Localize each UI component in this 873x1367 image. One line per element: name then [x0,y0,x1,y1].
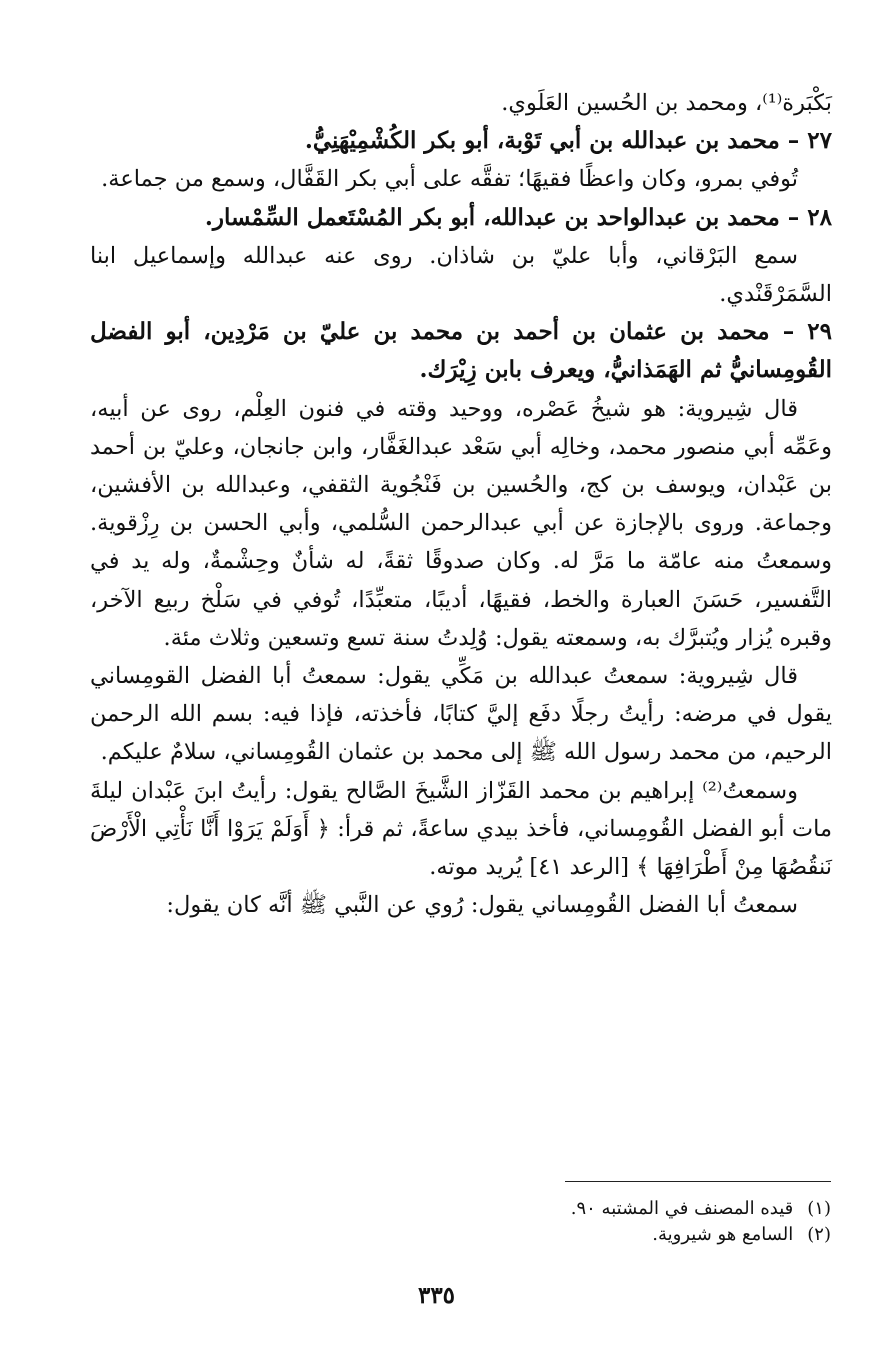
page-body [90,84,832,924]
paragraph: تُوفي بمرو، وكان واعظًا فقيهًا؛ تفقَّه على أبي بكر القَفَّال، وسمع من جماعة. [101,166,798,193]
paragraph-continuation: بَكْبَرة⁽¹⁾، ومحمد بن الحُسين العَلَوي. [501,90,832,116]
footnotes [231,1196,831,1248]
footnote-text: السامع هو شيروية. [652,1224,794,1245]
footnote-number: (٢) [807,1224,831,1245]
paragraph: سمع البَرْقاني، وأبا عليّ بن شاذان. روى عنه عبدالله وإسماعيل ابنا السَّمَرْقَنْدي. [90,242,832,308]
paragraph: قال شِيروية: سمعتُ عبدالله بن مَكِّي يقول: سمعتُ أبا الفضل القومِساني يقول في مرضه: رأيتُ رجلًا دفَع إليَّ كتابًا، فأخذته، فإذا فيه: بسم الله الرحمن الرحيم، من محمد رسول الله ﷺ إلى محمد بن عثمان القُومِساني، سلامٌ عليكم. [90,663,832,766]
footnote-separator [565,1181,831,1182]
paragraph: وسمعتُ⁽²⁾ إبراهيم بن محمد القَزّاز الشَّيخَ الصَّالح يقول: رأيتُ ابنَ عَبْدان ليلةَ مات أبو الفضل القُومِساني، فأخذ بيدي ساعةً، ثم قرأ: ﴿ أَوَلَمْ يَرَوْا أَنَّا نَأْتِي الْأَرْضَ نَنقُصُهَا مِنْ أَطْرَافِهَا ﴾ [الرعد ٤١] يُريد موته. [90,777,832,881]
footnote-text: قيده المصنف في المشتبه ٩٠. [570,1198,794,1219]
footnote-number: (١) [807,1198,831,1219]
paragraph: قال شِيروية: هو شيخُ عَصْره، ووحيد وقته في فنون العِلْم، روى عن أبيه، وعَمِّه أبي منصور محمد، وخالِه أبي سَعْد عبدالغَفَّار، وابن جانجان، وعليّ بن أحمد بن عَبْدان، ويوسف بن كج، والحُسين بن فَنْجُوية الثقفي، وعبدالله بن الأفشين، وجماعة. وروى بالإجازة عن أبي عبدالرحمن السُّلمي، وأبي الحسن بن رِزْقوية. وسمعتُ منه عامّة ما مَرَّ له. وكان صدوقًا ثقةً، له شأنٌ وحِشْمةٌ، وله يد في التَّفسير، حَسَنَ العبارة والخط، فقيهًا، أديبًا، متعبِّدًا، تُوفي في سَلْخ ربيع الآخر، وقبره يُزار ويُتبرَّك به، وسمعته يقول: وُلِدتُ سنة تسع وتسعين وثلاث مئة. [90,395,832,651]
paragraph: سمعتُ أبا الفضل القُومِساني يقول: رُوي عن النَّبي ﷺ أنَّه كان يقول: [166,892,798,919]
page-number: ٣٣٥ [417,1282,456,1309]
entry-heading-27: ٢٧ – محمد بن عبدالله بن أبي تَوْبة، أبو بكر الكُشْمِيْهَنِيُّ. [304,127,832,155]
footnote-1 [231,1196,831,1222]
footnote-2 [231,1222,831,1248]
entry-heading-28: ٢٨ – محمد بن عبدالواحد بن عبدالله، أبو بكر المُسْتَعمل السِّمْسار. [204,203,832,231]
entry-heading-29: ٢٩ – محمد بن عثمان بن أحمد بن محمد بن عليّ بن مَرْدِين، أبو الفضل القُومِسانيُّ ثم الهَمَذانيُّ، ويعرف بابن زِيْرَك. [90,318,832,384]
